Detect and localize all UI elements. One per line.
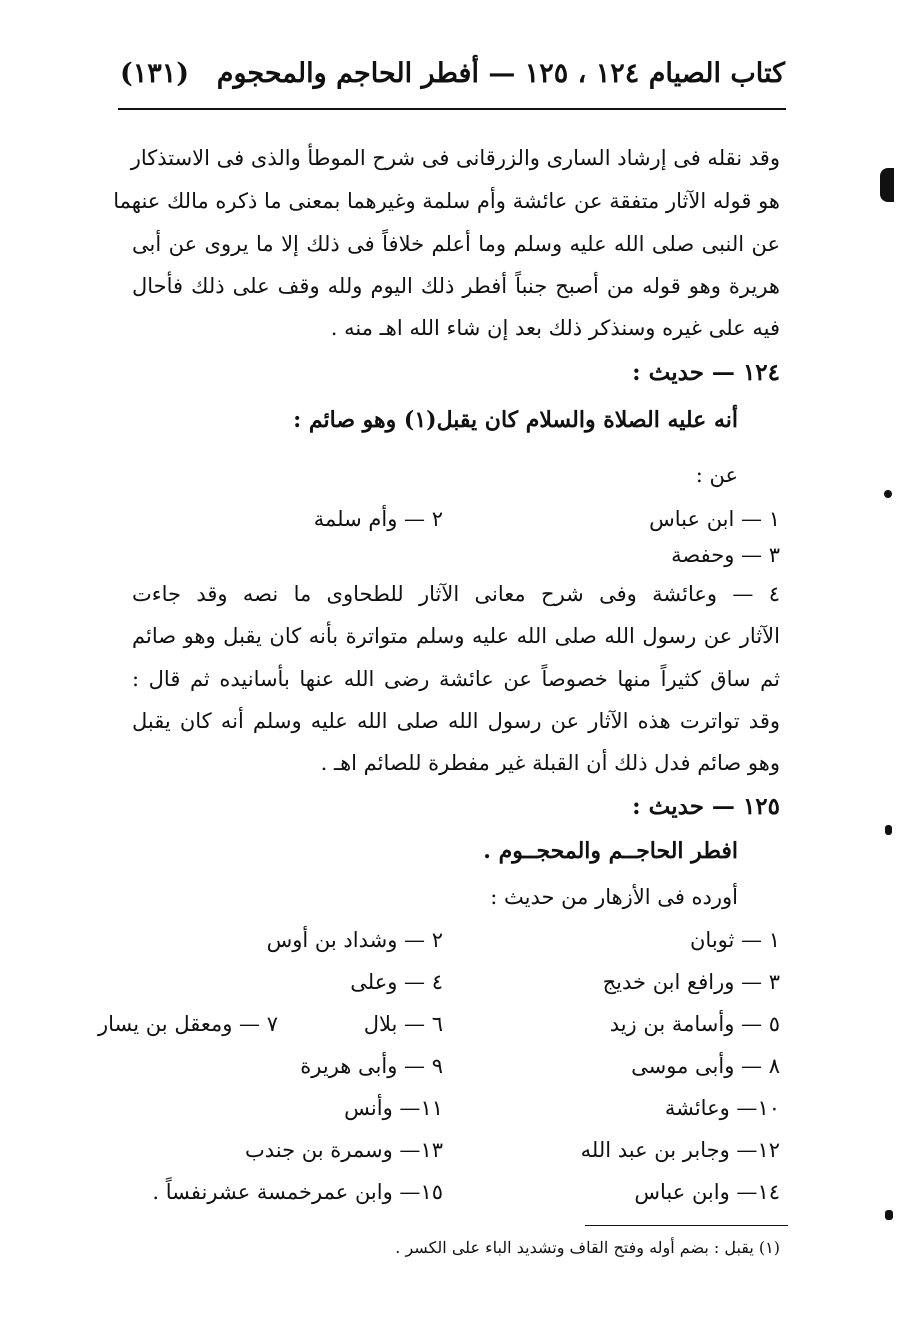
narrator-item: ١٥— وابن عمرخمسة عشرنفساً . — [152, 1180, 443, 1204]
narrator-item: ١٣— وسمرة بن جندب — [245, 1138, 443, 1162]
narrator-item: ١ — ثوبان — [690, 928, 780, 952]
hadith-125-text: افطر الحاجــم والمحجــوم . — [483, 838, 738, 864]
narrator-item: ٢ — وأم سلمة — [313, 507, 443, 531]
narrator-item: ٧ — ومعقل بن يسار — [98, 1012, 278, 1036]
narrator-item: ١٤— وابن عباس — [634, 1180, 780, 1204]
narrator-item: ٦ — بلال — [363, 1012, 443, 1036]
running-title: كتاب الصيام ١٢٤ ، ١٢٥ — أفطر الحاجم والمحجوم — [216, 58, 785, 89]
narrator-item: ٢ — وشداد بن أوس — [266, 928, 443, 952]
paragraph-line: هو قوله الآثار متفقة عن عائشة وأم سلمة وغيرهما بمعنى ما ذكره مالك عنهما — [113, 189, 780, 213]
margin-mark — [884, 490, 892, 498]
header-rule — [118, 108, 786, 110]
hadith-124-from-label: عن : — [695, 463, 738, 487]
margin-mark — [885, 1210, 893, 1220]
narrator-item: ٩ — وأبى هريرة — [300, 1054, 443, 1078]
narrator-item: ٤ — وعلى — [350, 970, 443, 994]
margin-mark — [885, 825, 892, 835]
hadith-125-intro: أورده فى الأزهار من حديث : — [490, 885, 738, 909]
paragraph-line: وقد نقله فى إرشاد السارى والزرقانى فى شرح الموطأ والذى فى الاستذكار — [130, 146, 780, 170]
paragraph-line: فيه على غيره وسنذكر ذلك بعد إن شاء الله اهـ منه . — [330, 316, 780, 340]
paragraph-line: ٤ — وعائشة وفى شرح معانى الآثار للطحاوى ما نصه وقد جاءت — [132, 582, 780, 606]
paragraph-line: وهو صائم فدل ذلك أن القبلة غير مفطرة للصائم اهـ . — [320, 751, 780, 775]
narrator-item: ٣ — وحفصة — [671, 543, 780, 567]
footnote: (١) يقبل : بضم أوله وفتح القاف وتشديد الباء على الكسر . — [395, 1238, 780, 1257]
margin-mark — [880, 168, 894, 202]
narrator-item: ٥ — وأسامة بن زيد — [609, 1012, 780, 1036]
narrator-item: ١١— وأنس — [344, 1096, 443, 1120]
hadith-124-text: أنه عليه الصلاة والسلام كان يقبل(١) وهو صائم : — [293, 407, 738, 433]
footnote-rule — [585, 1225, 788, 1226]
narrator-item: ١٠— وعائشة — [664, 1096, 780, 1120]
page-number: (١٣١) — [120, 58, 190, 89]
narrator-item: ٨ — وأبى موسى — [631, 1054, 780, 1078]
paragraph-line: الآثار عن رسول الله صلى الله عليه وسلم متواترة بأنه كان يقبل وهو صائم — [132, 624, 780, 648]
narrator-item: ٣ — ورافع ابن خديج — [602, 970, 780, 994]
hadith-125-heading: ١٢٥ — حديث : — [632, 793, 780, 820]
paragraph-line: هريرة وهو قوله من أصبح جنباً أفطر ذلك اليوم ولله وقف على ذلك فأحال — [132, 274, 780, 298]
paragraph-line: ثم ساق كثيراً منها خصوصاً عن عائشة رضى الله عنها بأسانيده ثم قال : — [132, 667, 780, 691]
page-header — [120, 52, 785, 102]
paragraph-line: عن النبى صلى الله عليه وسلم وما أعلم خلافاً فى ذلك إلا ما يروى عن أبى — [132, 232, 780, 256]
narrator-item: ١ — ابن عباس — [649, 507, 780, 531]
paragraph-line: وقد تواترت هذه الآثار عن رسول الله صلى الله عليه وسلم أنه كان يقبل — [132, 709, 780, 733]
hadith-124-heading: ١٢٤ — حديث : — [632, 359, 780, 386]
narrator-item: ١٢— وجابر بن عبد الله — [580, 1138, 780, 1162]
